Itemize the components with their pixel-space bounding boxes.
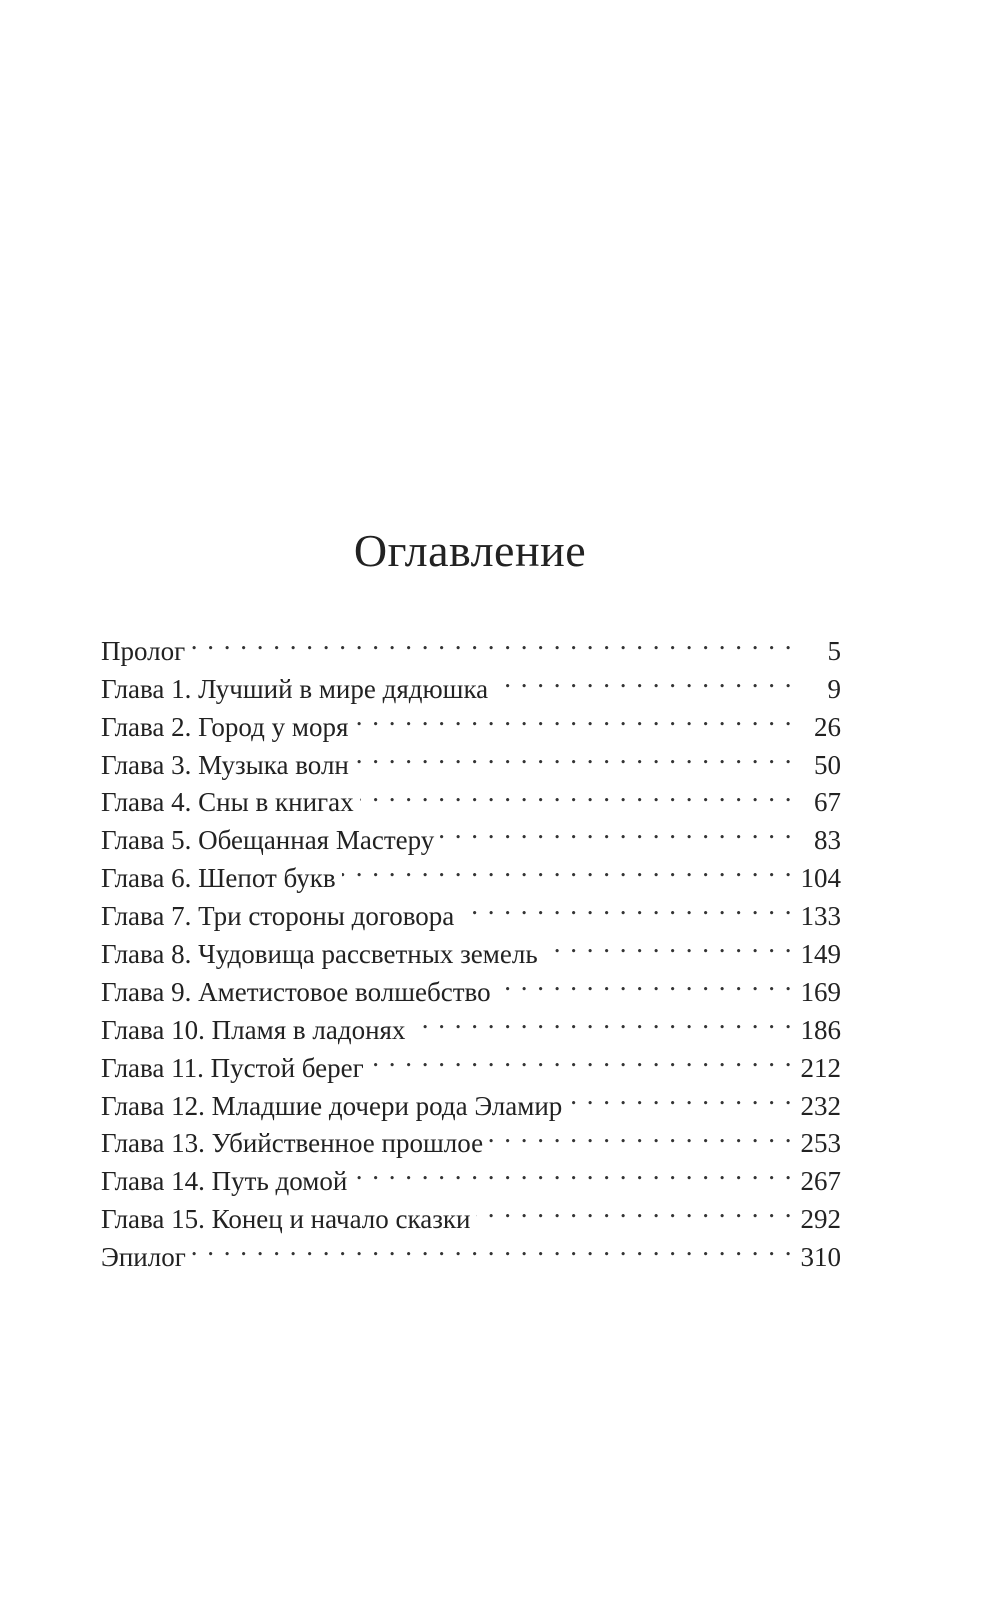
toc-entry <box>101 1228 841 1273</box>
dot-leader <box>544 925 793 963</box>
dot-leader <box>192 1228 793 1266</box>
toc-page-number: 212 <box>800 1052 841 1083</box>
dot-leader <box>370 1039 793 1077</box>
toc-page-number: 267 <box>800 1166 841 1197</box>
dot-leader <box>354 698 793 736</box>
dot-leader <box>460 887 793 925</box>
toc-page-number: 169 <box>800 976 841 1007</box>
toc-page-number: 232 <box>800 1090 841 1121</box>
toc-entry <box>101 622 841 666</box>
toc-page-number: 310 <box>800 1242 841 1273</box>
toc-entry-label: Глава 5. Обещанная Мастеру <box>101 825 435 856</box>
toc-entry-label: Глава 11. Пустой берег <box>101 1052 364 1083</box>
toc-page-number: 50 <box>814 749 841 780</box>
toc-page-number: 104 <box>800 863 841 894</box>
toc-entry-label: Глава 6. Шепот букв <box>101 863 336 894</box>
dot-leader <box>568 1077 793 1115</box>
table-of-contents <box>101 622 841 1273</box>
toc-entry-label: Глава 10. Пламя в ладонях <box>101 1014 406 1045</box>
toc-page-number: 9 <box>827 673 841 704</box>
toc-entry-label: Глава 4. Сны в книгах <box>101 787 354 818</box>
toc-entry-label: Глава 13. Убийственное прошлое <box>101 1128 484 1159</box>
toc-page-number: 149 <box>800 939 841 970</box>
dot-leader <box>476 1190 793 1228</box>
toc-entry-label: Пролог <box>101 635 186 666</box>
toc-entry-label: Глава 8. Чудовища рассветных земель <box>101 939 538 970</box>
dot-leader <box>497 963 793 1001</box>
toc-entry-label: Эпилог <box>101 1242 186 1273</box>
dot-leader <box>440 811 793 849</box>
toc-page-number: 5 <box>827 635 841 666</box>
toc-entry-label: Глава 2. Город у моря <box>101 711 349 742</box>
toc-page-number: 292 <box>800 1204 841 1235</box>
toc-entry-label: Глава 14. Путь домой <box>101 1166 348 1197</box>
dot-leader <box>360 774 793 812</box>
toc-page-number: 67 <box>814 787 841 818</box>
toc-page-number: 133 <box>800 901 841 932</box>
toc-page-number: 186 <box>800 1014 841 1045</box>
dot-leader <box>355 736 793 774</box>
dot-leader <box>494 660 793 698</box>
toc-entry-label: Глава 1. Лучший в мире дядюшка <box>101 673 489 704</box>
toc-entry-label: Глава 9. Аметистовое волшебство <box>101 976 491 1007</box>
toc-entry-label: Глава 12. Младшие дочери рода Эламир <box>101 1090 563 1121</box>
toc-page-number: 253 <box>800 1128 841 1159</box>
toc-entry-label: Глава 15. Конец и начало сказки <box>101 1204 471 1235</box>
toc-entry-label: Глава 7. Три стороны договора <box>101 901 455 932</box>
dot-leader <box>489 1115 793 1153</box>
dot-leader <box>353 1152 793 1190</box>
dot-leader <box>191 622 793 660</box>
toc-entry-label: Глава 3. Музыка волн <box>101 749 349 780</box>
dot-leader <box>411 1001 793 1039</box>
page-title: Оглавление <box>353 525 587 576</box>
toc-page-number: 26 <box>814 711 841 742</box>
dot-leader <box>342 849 793 887</box>
toc-page-number: 83 <box>814 825 841 856</box>
toc-entry <box>101 660 841 704</box>
